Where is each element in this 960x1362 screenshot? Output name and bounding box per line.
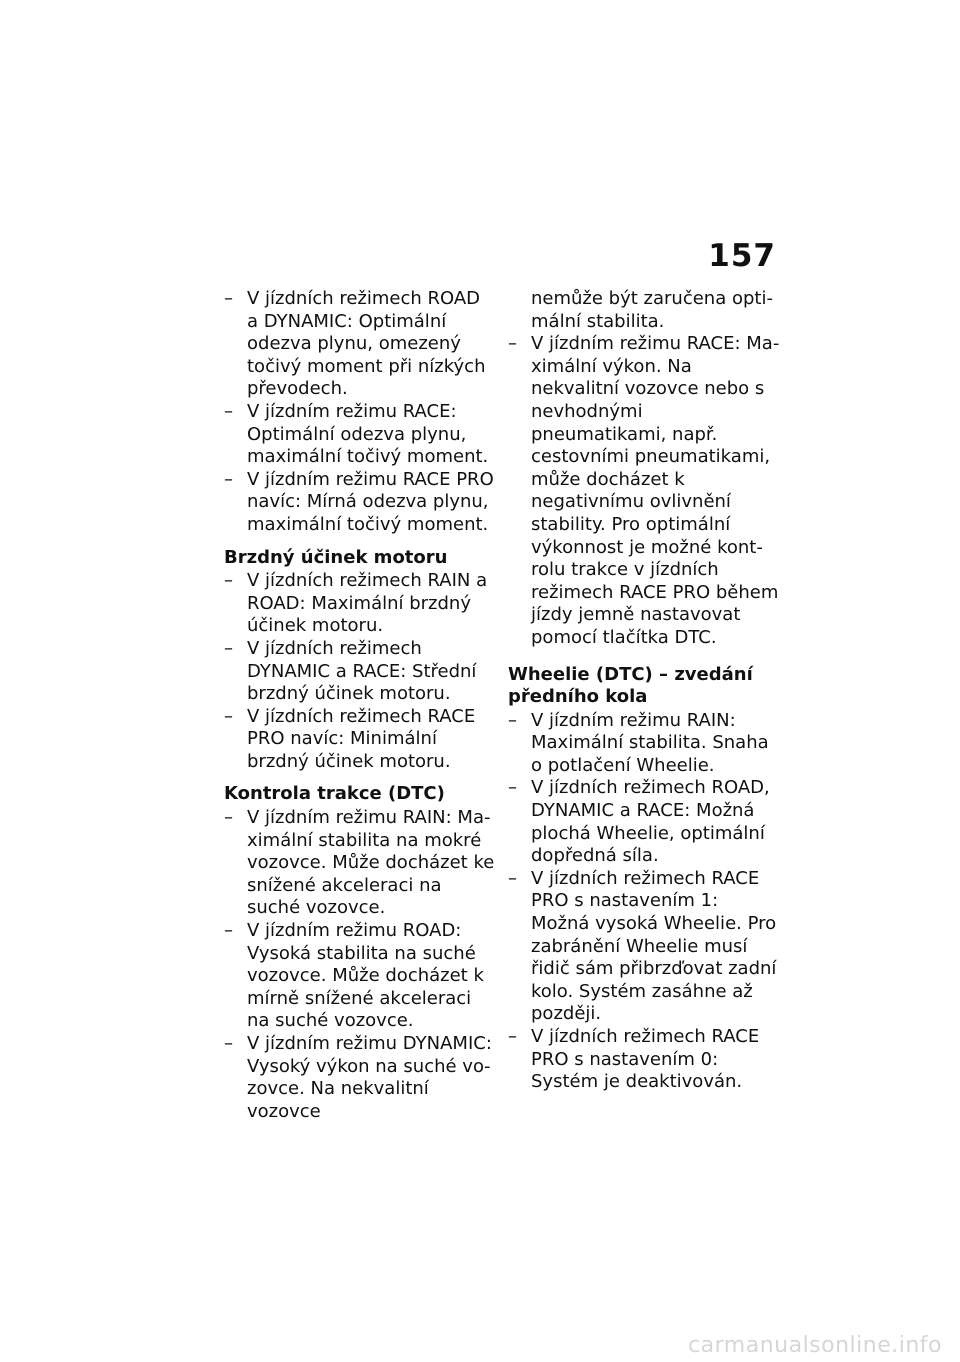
list-item [224, 638, 496, 706]
item-text: V jízdním režimu DYNAMIC: Vysoký výkon na suché vozovce. Na nekvalitní vozovce [247, 1033, 492, 1122]
list-item [224, 401, 496, 469]
item-text: V jízdních režimech ROAD, DYNAMIC a RACE: Možná plochá Wheelie, optimální dopředná síla. [531, 777, 770, 867]
list-item [224, 706, 496, 774]
item-text: V jízdních režimech ROAD a DYNAMIC: Optimální odezva plynu, omezený točivý moment při nízkých převodech. [247, 288, 486, 400]
dash-bullet: – [224, 637, 233, 659]
list-item [508, 777, 780, 867]
list-item-continuation [508, 288, 780, 333]
list-item [224, 469, 496, 537]
item-text: V jízdním režimu RACE PRO navíc: Mírná odezva plynu, maximální točivý moment. [247, 468, 494, 535]
dash-bullet: – [224, 920, 233, 942]
item-text: V jízdním režimu RACE: Optimální odezva plynu, maximální točivý moment. [247, 400, 489, 468]
list-item [508, 710, 780, 778]
dash-bullet: – [508, 777, 517, 799]
dash-bullet: – [508, 333, 517, 355]
dash-bullet: – [224, 1033, 233, 1054]
list-item [224, 288, 496, 401]
item-text: V jízdních režimech RACE PRO s nastavením 0: Systém je deaktivován. [531, 1026, 760, 1093]
item-text: V jízdních režimech DYNAMIC a RACE: Střední brzdný účinek motoru. [247, 637, 477, 705]
item-text: V jízdním režimu ROAD: Vysoká stabilita na suché vozovce. Může docházet k mírně snížené akceleraci na suché vozovce. [247, 920, 484, 1032]
item-text: nemůže být zaručena optimální stabilita. [531, 288, 773, 332]
list-item [224, 570, 496, 638]
section-heading-engine-brake: Brzdný účinek motoru [224, 546, 448, 568]
list-item [508, 1026, 780, 1094]
dash-bullet: – [224, 288, 233, 309]
list-item [224, 807, 496, 920]
list-item [508, 868, 780, 1026]
page-number: 157 [708, 238, 776, 274]
list-item [224, 920, 496, 1033]
item-text: V jízdních režimech RAIN a ROAD: Maximální brzdný účinek motoru. [247, 570, 488, 637]
item-text: V jízdním režimu RAIN: Maximální stabilita na mokré vozovce. Může docházet ke snížené akceleraci na suché vozovce. [247, 807, 495, 919]
dash-bullet: – [508, 867, 517, 889]
item-text: V jízdním režimu RACE: Maximální výkon. Na nekvalitní vozovce nebo s nevhodnými pneumatikami, např. cestovními pneumatikami, může docházet k negativnímu ovlivnění stability. Pro optimální výkonnost je možné kontrolu trakce v jízdních režimech RACE PRO během jízdy jemně nastavovat pomocí tlačítka DTC. [531, 333, 780, 648]
right-column [508, 288, 780, 1094]
left-column [224, 288, 496, 1123]
section-heading-wheelie: Wheelie (DTC) – zvedání předního kola [508, 663, 753, 708]
item-text: V jízdním režimu RAIN: Maximální stabilita. Snaha o potlačení Wheelie. [531, 709, 769, 776]
dash-bullet: – [224, 400, 233, 422]
dash-bullet: – [508, 1026, 517, 1047]
dash-bullet: – [224, 705, 233, 727]
list-item [508, 333, 780, 649]
dash-bullet: – [224, 807, 233, 829]
dash-bullet: – [224, 468, 233, 490]
item-text: V jízdních režimech RACE PRO s nastavením 1: Možná vysoká Wheelie. Pro zabránění Wheelie musí řidič sám přibrzďovat zadní kolo. Systém zasáhne až později. [531, 867, 777, 1025]
dash-bullet: – [508, 709, 517, 731]
section-heading-traction-control: Kontrola trakce (DTC) [224, 783, 445, 805]
watermark-url: carmanualsonline.info [688, 1333, 942, 1358]
item-text: V jízdních režimech RACE PRO navíc: Minimální brzdný účinek motoru. [247, 705, 476, 772]
dash-bullet: – [224, 570, 233, 592]
list-item [224, 1033, 496, 1123]
